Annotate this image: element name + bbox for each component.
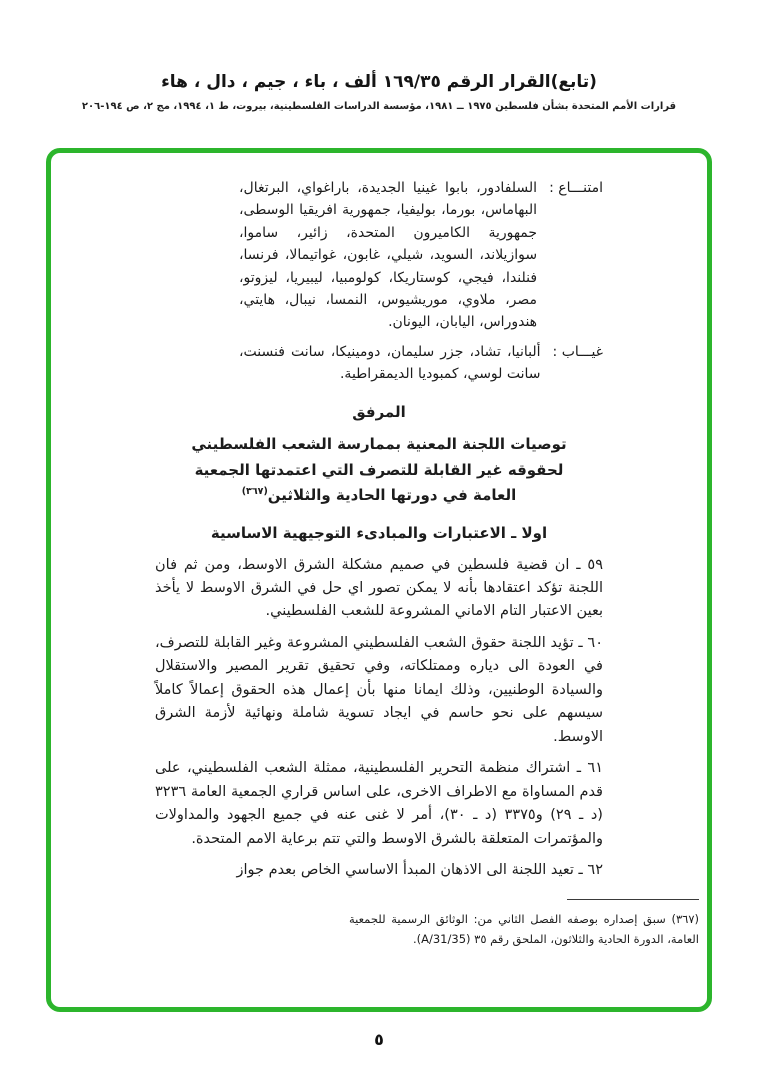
footnote-separator [567,899,699,900]
annex-subtitle-line2: لحقوقه غير القابلة للتصرف التي اعتمدتها الجمعية [194,460,564,479]
footnote-reference: (٣٦٧) [241,486,268,498]
frame-content [51,153,707,1007]
paragraph-62: ٦٢ ـ تعيد اللجنة الى الاذهان المبدأ الاساسي الخاص بعدم جواز [236,862,603,879]
content-frame [46,148,712,1012]
absent-countries: ألبانيا، تشاد، جزر سليمان، دومينيكا، سانت فنسنت، سانت لوسي، كمبوديا الديمقراطية. [239,343,541,383]
annex-subtitle-line3: العامة في دورتها الحادية والثلاثين [267,486,517,505]
footnote [349,899,699,950]
paragraph-61: ٦١ ـ اشتراك منظمة التحرير الفلسطينية، ممثلة الشعب الفلسطيني، على قدم المساواة مع الاطراف الاخرى، على اساس قراري الجمعية العامة ٣٢٣٦ (د ـ ٢٩) و٣٣٧٥ (د ـ ٣٠)، أمر لا غنى عنه في جميع الجهود والمداولات والمؤتمرات المتعلقة بالشرق الاوسط والتي تتم برعاية الامم المتحدة. [155,760,603,847]
resolution-title: (تابع)القرار الرقم ١٦٩/٣٥ ألف ، باء ، جيم ، دال ، هاء [161,72,597,92]
section-heading: اولا ـ الاعتبارات والمبادىء التوجيهية الاساسية [210,524,548,543]
vote-record [239,177,603,386]
footnote-text: (٣٦٧) سبق إصداره بوصفه الفصل الثاني من: الوثائق الرسمية للجمعية العامة، الدورة الحادية والثلاثون، الملحق رقم ٣٥ (A/31/35). [349,911,699,947]
document-header [0,72,758,112]
absent-row [239,341,603,386]
annex-title: المرفق [352,402,406,421]
source-citation: قرارات الأمم المتحدة بشأن فلسطين ١٩٧٥ ــ ١٩٨١، مؤسسة الدراسات الفلسطينية، بيروت، ط ١، ١٩٩٤، مج ٢، ص ١٩٤-٢٠٦ [81,101,677,112]
paragraph-59: ٥٩ ـ ان قضية فلسطين في صميم مشكلة الشرق الاوسط، ومن ثم فان اللجنة تؤكد اعتقادها بأنه لا يمكن تصور اي حل في الشرق الاوسط لا يأخذ بعين الاعتبار التام الاماني المشروعة للشعب الفلسطيني. [155,556,603,620]
paragraph-60: ٦٠ ـ تؤيد اللجنة حقوق الشعب الفلسطيني المشروعة وغير القابلة للتصرف، في العودة الى دياره وممتلكاته، وفي تحقيق تقرير المصير والاستقلال والسيادة الوطنيين، وذلك ايمانا منها بأن إعمال هذه الحقوق إعمالاً كاملاً سيسهم على نحو حاسم في ايجاد تسوية شاملة ونهائية لأزمة الشرق الاوسط. [155,634,603,745]
annex-subtitle-line1: توصيات اللجنة المعنية بممارسة الشعب الفلسطيني [191,434,567,453]
abstain-label: امتنـــاع : [549,180,603,196]
absent-label: غيـــاب : [552,343,603,360]
annex-subtitle [155,432,603,509]
abstain-countries: السلفادور، بابوا غينيا الجديدة، باراغواي، البرتغال، البهاماس، بورما، بوليفيا، جمهورية افريقيا الوسطى، جمهورية الكاميرون المتحدة، زائير، ساموا، سوازيلاند، السويد، شيلي، غابون، غواتيمالا، فرنسا، فنلندا، فيجي، كوستاريكا، كولومبيا، ليبيريا، ليزوتو، مصر، ملاوي، موريشيوس، النمسا، نيبال، هايتي، هندوراس، اليابان، اليونان. [239,180,538,331]
page-number: ٥ [374,1030,384,1049]
abstain-row [239,177,603,334]
